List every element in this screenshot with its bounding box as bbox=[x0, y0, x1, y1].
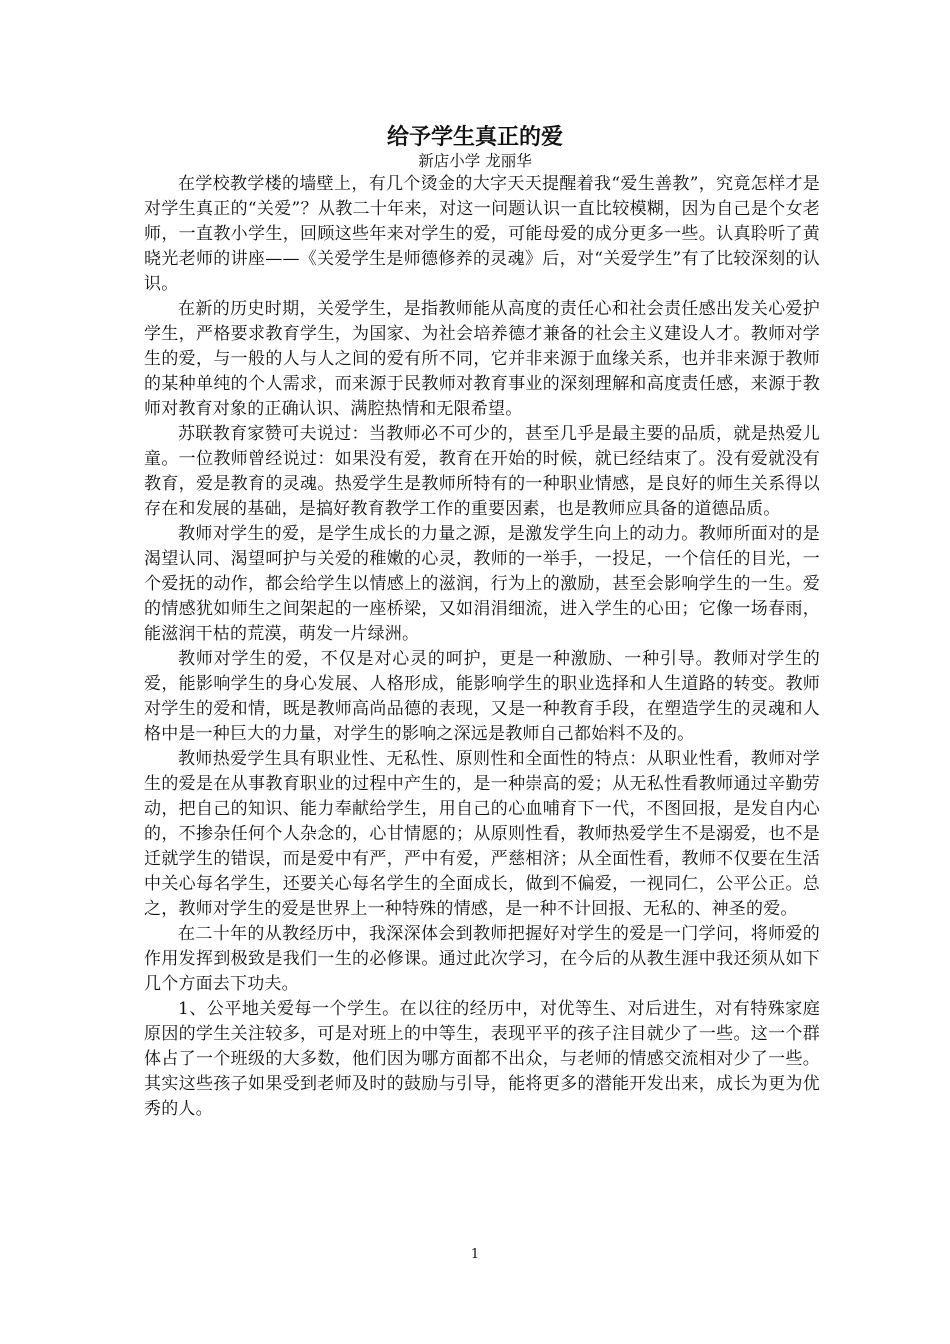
page-number: 1 bbox=[470, 1247, 480, 1262]
paragraph-5: 教师对学生的爱，不仅是对心灵的呵护，更是一种激励、一种引导。教师对学生的爱，能影响学生的身心发展、人格形成，能影响学生的职业选择和人生道路的转变。教师对学生的爱和情，既是教师高尚品德的表现，又是一种教育手段，在塑造学生的灵魂和人格中是一种巨大的力量，对学生的影响之深远是教师自己都始料不及的。 bbox=[144, 649, 820, 744]
paragraph-7: 在二十年的从教经历中，我深深体会到教师把握好对学生的爱是一门学问，将师爱的作用发挥到极致是我们一生的必修课。通过此次学习，在今后的从教生涯中我还须从如下几个方面去下功夫。 bbox=[144, 924, 820, 994]
paragraph-3: 苏联教育家赞可夫说过：当教师必不可少的，甚至几乎是最主要的品质，就是热爱儿童。一位教师曾经说过：如果没有爱，教育在开始的时候，就已经结束了。没有爱就没有教育，爱是教育的灵魂。热爱学生是教师所特有的一种职业情感，是良好的师生关系得以存在和发展的基础，是搞好教育教学工作的重要因素，也是教师应具备的道德品质。 bbox=[144, 424, 820, 519]
document-title: 给予学生真正的爱 bbox=[386, 124, 563, 150]
paragraph-1: 在学校教学楼的墙壁上，有几个烫金的大字天天提醒着我“爱生善教”，究竟怎样才是对学生真正的“关爱”？从教二十年来，对这一问题认识一直比较模糊，因为自己是个女老师，一直教小学生，回顾这些年来对学生的爱，可能母爱的成分更多一些。认真聆听了黄晓光老师的讲座——《关爱学生是师德修养的灵魂》后，对“关爱学生”有了比较深刻的认识。 bbox=[144, 174, 820, 294]
paragraph-4: 教师对学生的爱，是学生成长的力量之源，是激发学生向上的动力。教师所面对的是渴望认同、渴望呵护与关爱的稚嫩的心灵，教师的一举手，一投足，一个信任的目光，一个爱抚的动作，都会给学生以情感上的滋润，行为上的激励，甚至会影响学生的一生。爱的情感犹如师生之间架起的一座桥梁，又如涓涓细流，进入学生的心田；它像一场春雨，能滋润干枯的荒漠，萌发一片绿洲。 bbox=[144, 524, 820, 644]
document-author: 新店小学 龙丽华 bbox=[418, 152, 532, 170]
document-body bbox=[144, 172, 820, 1122]
paragraph-2: 在新的历史时期，关爱学生，是指教师能从高度的责任心和社会责任感出发关心爱护学生，严格要求教育学生，为国家、为社会培养德才兼备的社会主义建设人才。教师对学生的爱，与一般的人与人之间的爱有所不同，它并非来源于血缘关系，也并非来源于教师的某种单纯的个人需求，而来源于民教师对教育事业的深刻理解和高度责任感，来源于教师对教育对象的正确认识、满腔热情和无限希望。 bbox=[144, 299, 820, 419]
paragraph-6: 教师热爱学生具有职业性、无私性、原则性和全面性的特点：从职业性看，教师对学生的爱是在从事教育职业的过程中产生的，是一种崇高的爱；从无私性看教师通过辛勤劳动，把自己的知识、能力奉献给学生，用自己的心血哺育下一代，不图回报，是发自内心的，不掺杂任何个人杂念的，心甘情愿的；从原则性看，教师热爱学生不是溺爱，也不是迁就学生的错误，而是爱中有严，严中有爱，严慈相济；从全面性看，教师不仅要在生活中关心每名学生，还要关心每名学生的全面成长，做到不偏爱，一视同仁，公平公正。总之，教师对学生的爱是世界上一种特殊的情感，是一种不计回报、无私的、神圣的爱。 bbox=[144, 749, 820, 919]
paragraph-8: 1、公平地关爱每一个学生。在以往的经历中，对优等生、对后进生，对有特殊家庭原因的学生关注较多，可是对班上的中等生，表现平平的孩子注目就少了一些。这一个群体占了一个班级的大多数，他们因为哪方面都不出众，与老师的情感交流相对少了一些。其实这些孩子如果受到老师及时的鼓励与引导，能将更多的潜能开发出来，成长为更为优秀的人。 bbox=[144, 999, 820, 1119]
